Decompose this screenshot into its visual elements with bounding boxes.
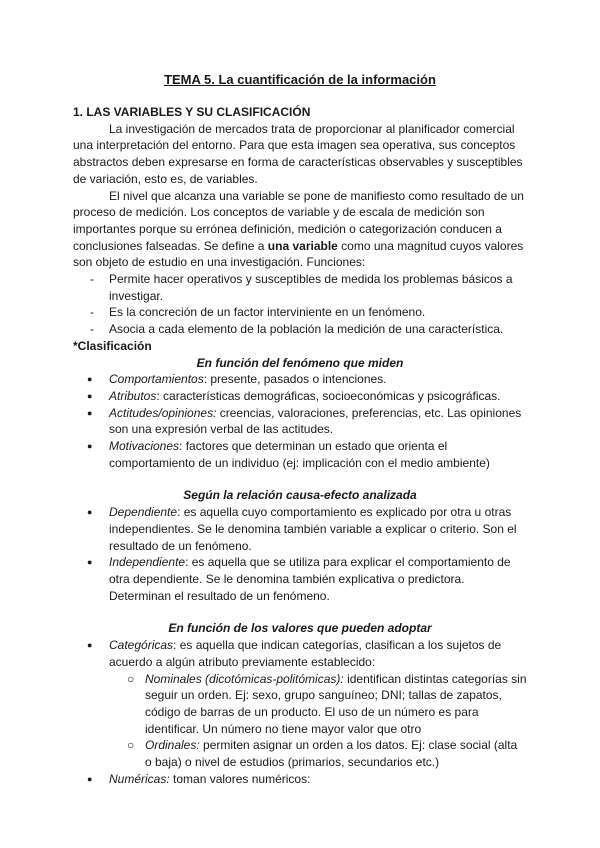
item-text: identifican distintas categorías sin seguir un orden. Ej: sexo, grupo sanguíneo; DNI; tallas de zapatos, código de barras de un producto. El uso de un número es para identificar. Un número no tiene mayor valor que otro [145, 671, 527, 736]
item-term: Comportamientos [109, 372, 204, 387]
spacer [73, 471, 527, 487]
item-term: Independiente [109, 555, 186, 570]
dash-marker: - [90, 272, 94, 287]
list-item [73, 554, 527, 604]
paragraph-definition [73, 188, 527, 272]
item-text: permiten asignar un orden a los datos. Ej: clase social (alta o baja) o nivel de estudios (primarios, secundarios etc.) [145, 738, 518, 770]
bullet-marker: ● [87, 374, 93, 385]
item-text: : es aquella que se utiliza para explicar el comportamiento de otra dependiente. Se le denomina también explicativa o predictora. Determinan el resultado de un fenómeno. [109, 555, 511, 603]
bullet-marker: ● [87, 390, 93, 401]
item-term: Atributos [109, 388, 157, 403]
list-item-text: Permite hacer operativos y susceptibles de medida los problemas básicos a investigar. [109, 272, 513, 303]
item-text: creencias, valoraciones, preferencias, etc. Las opiniones son una expresión verbal de las actitudes. [109, 405, 522, 437]
list-item-text: Asocia a cada elemento de la población la medición de una característica. [109, 322, 504, 337]
document-body [73, 104, 527, 787]
item-term: Categóricas [109, 638, 174, 653]
definition-bold-term: una variable [267, 238, 338, 253]
bullet-marker: ● [87, 407, 93, 418]
list-item [73, 771, 527, 788]
list-item [73, 388, 527, 405]
circle-marker: ○ [127, 738, 135, 753]
definition-text-before: El nivel que alcanza una variable se pone de manifiesto como resultado de un proceso de medición. Los conceptos de variable y de escala de medición son importantes porque su errónea definición, medición o categorización conducen a conclusiones falseadas. Se define a [73, 188, 524, 253]
list-item [73, 271, 527, 304]
list-item-text: Es la concreción de un factor interviniente en un fenómeno. [109, 305, 426, 320]
list-item [73, 405, 527, 438]
bullet-marker: ● [87, 640, 93, 651]
item-text: : es aquella cuyo comportamiento es explicado por otra u otras independientes. Se le denomina también variable a explicar o criterio. Son el resultado de un fenómeno. [109, 505, 517, 553]
definition-text-after: como una magnitud cuyos valores son objeto de estudio en una investigación. Funciones: [73, 238, 524, 270]
bullet-marker: ● [87, 441, 93, 452]
bullet-marker: ● [87, 773, 93, 784]
item-term: Dependiente [109, 505, 178, 520]
list-item [73, 438, 527, 471]
item-text: : es aquella que indican categorías, clasifican a los sujetos de acuerdo a algún atributo previamente establecido: [109, 638, 502, 669]
item-term: Nominales (dicotómicas-politómicas): [145, 671, 344, 686]
paragraph-intro: La investigación de mercados trata de proporcionar al planificador comercial una interpretación del entorno. Para que esta imagen sea operativa, sus conceptos abstractos deben expresarse en forma de características observables y susceptibles de variación, esto es, de variables. [73, 121, 523, 186]
document-title: TEMA 5. La cuantificación de la información [164, 72, 436, 87]
functions-list [73, 271, 527, 338]
valores-list [73, 637, 527, 787]
circle-marker: ○ [127, 671, 135, 686]
sublist-item [109, 671, 527, 738]
item-text: : características demográficas, socioeconómicas y psicográficas. [156, 388, 501, 403]
subheading-fenomeno: En función del fenómeno que miden [196, 355, 404, 370]
spacer [73, 604, 527, 620]
categoricas-sublist [109, 671, 527, 771]
item-text: : factores que determinan un estado que orienta el comportamiento de un individuo (ej: implicación con el medio ambiente) [109, 439, 490, 470]
clasificacion-label: *Clasificación [73, 338, 152, 353]
fenomeno-list [73, 371, 527, 471]
subheading-valores: En función de los valores que pueden adoptar [168, 621, 432, 636]
list-item [73, 321, 527, 338]
section-heading: 1. LAS VARIABLES Y SU CLASIFICACIÓN [73, 105, 311, 119]
item-term: Ordinales: [145, 738, 200, 753]
item-text: toman valores numéricos: [169, 771, 311, 786]
bullet-marker: ● [87, 557, 93, 568]
item-term: Motivaciones [109, 439, 180, 454]
subheading-causa-efecto: Según la relación causa-efecto analizada [183, 488, 417, 503]
list-item [73, 371, 527, 388]
list-item [73, 304, 527, 321]
list-item [73, 504, 527, 554]
sublist-item [109, 737, 527, 770]
dash-marker: - [90, 322, 94, 337]
dash-marker: - [90, 305, 94, 320]
item-text: : presente, pasados o intenciones. [203, 372, 387, 387]
item-term: Numéricas: [109, 771, 170, 786]
item-term: Actitudes/opiniones: [109, 405, 217, 420]
causa-efecto-list [73, 504, 527, 604]
bullet-marker: ● [87, 507, 93, 518]
list-item [73, 637, 527, 771]
